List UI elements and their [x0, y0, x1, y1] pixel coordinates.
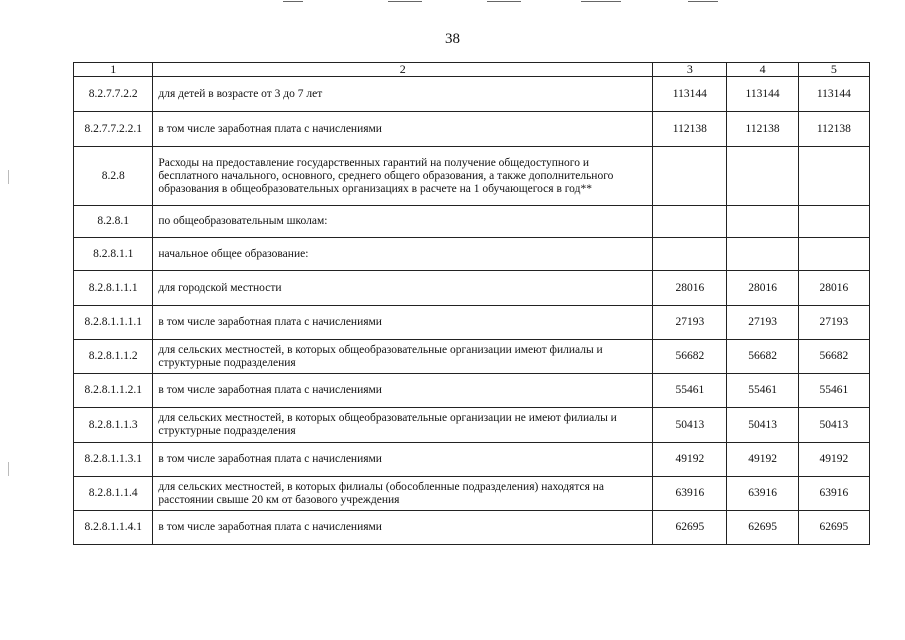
row-value-col3: 50413 [653, 408, 727, 443]
row-value-col5: 56682 [798, 340, 869, 374]
row-code: 8.2.8.1.1.4 [74, 477, 153, 511]
row-description: начальное общее образование: [153, 238, 653, 271]
row-description: в том числе заработная плата с начислениями [153, 112, 653, 147]
row-value-col4: 49192 [727, 443, 798, 477]
table-row [74, 443, 870, 477]
row-value-col3 [653, 147, 727, 206]
row-value-col4: 112138 [727, 112, 798, 147]
row-description: в том числе заработная плата с начислениями [153, 374, 653, 408]
row-description: по общеобразовательным школам: [153, 206, 653, 238]
table-row [74, 147, 870, 206]
top-edge-marks [0, 0, 905, 4]
table-row [74, 477, 870, 511]
row-value-col3: 62695 [653, 511, 727, 545]
left-margin-mark [8, 170, 9, 184]
row-value-col4 [727, 147, 798, 206]
row-value-col4 [727, 238, 798, 271]
column-header: 5 [798, 63, 869, 77]
row-value-col5: 50413 [798, 408, 869, 443]
row-value-col3: 113144 [653, 77, 727, 112]
row-code: 8.2.8.1 [74, 206, 153, 238]
page-number: 38 [445, 31, 460, 47]
row-value-col3: 56682 [653, 340, 727, 374]
row-code: 8.2.8 [74, 147, 153, 206]
row-value-col5 [798, 206, 869, 238]
row-value-col5: 49192 [798, 443, 869, 477]
column-header: 2 [153, 63, 653, 77]
row-value-col5: 113144 [798, 77, 869, 112]
row-code: 8.2.8.1.1 [74, 238, 153, 271]
row-value-col5: 28016 [798, 271, 869, 306]
table-row [74, 511, 870, 545]
row-value-col4: 50413 [727, 408, 798, 443]
row-value-col3: 27193 [653, 306, 727, 340]
row-value-col4: 63916 [727, 477, 798, 511]
row-value-col3 [653, 206, 727, 238]
row-value-col3: 55461 [653, 374, 727, 408]
column-header: 1 [74, 63, 153, 77]
row-value-col5: 63916 [798, 477, 869, 511]
row-description: для городской местности [153, 271, 653, 306]
row-code: 8.2.8.1.1.4.1 [74, 511, 153, 545]
table-row [74, 374, 870, 408]
row-value-col3 [653, 238, 727, 271]
row-description: в том числе заработная плата с начислениями [153, 443, 653, 477]
column-header: 4 [727, 63, 798, 77]
row-value-col4: 113144 [727, 77, 798, 112]
row-value-col4 [727, 206, 798, 238]
row-code: 8.2.8.1.1.3 [74, 408, 153, 443]
table-header-row [74, 63, 870, 77]
row-value-col3: 49192 [653, 443, 727, 477]
table-row [74, 271, 870, 306]
row-code: 8.2.7.7.2.2 [74, 77, 153, 112]
row-description: для сельских местностей, в которых филиалы (обособленные подразделения) находятся на расстоянии свыше 20 км от базового учреждения [153, 477, 653, 511]
table-row [74, 408, 870, 443]
row-value-col4: 55461 [727, 374, 798, 408]
row-code: 8.2.8.1.1.2 [74, 340, 153, 374]
budget-table [73, 62, 870, 545]
row-value-col4: 27193 [727, 306, 798, 340]
row-description: в том числе заработная плата с начислениями [153, 306, 653, 340]
row-value-col5: 62695 [798, 511, 869, 545]
column-header: 3 [653, 63, 727, 77]
row-value-col3: 63916 [653, 477, 727, 511]
table-row [74, 306, 870, 340]
row-value-col4: 28016 [727, 271, 798, 306]
row-code: 8.2.8.1.1.2.1 [74, 374, 153, 408]
row-code: 8.2.7.7.2.2.1 [74, 112, 153, 147]
table-row [74, 340, 870, 374]
row-value-col3: 28016 [653, 271, 727, 306]
row-description: для сельских местностей, в которых общеобразовательные организации имеют филиалы и структурные подразделения [153, 340, 653, 374]
table-row [74, 238, 870, 271]
row-value-col5 [798, 147, 869, 206]
row-code: 8.2.8.1.1.1 [74, 271, 153, 306]
row-value-col5: 55461 [798, 374, 869, 408]
row-value-col5: 112138 [798, 112, 869, 147]
table-row [74, 77, 870, 112]
table-row [74, 112, 870, 147]
row-description: Расходы на предоставление государственных гарантий на получение общедоступного и бесплатного начального, основного, среднего общего образования, а также дополнительного образования в общеобразовательных организациях в расчете на 1 обучающегося в год** [153, 147, 653, 206]
row-value-col5 [798, 238, 869, 271]
row-value-col3: 112138 [653, 112, 727, 147]
row-description: в том числе заработная плата с начислениями [153, 511, 653, 545]
left-margin-mark [8, 462, 9, 476]
row-value-col5: 27193 [798, 306, 869, 340]
row-code: 8.2.8.1.1.1.1 [74, 306, 153, 340]
table-row [74, 206, 870, 238]
row-value-col4: 56682 [727, 340, 798, 374]
row-description: для детей в возрасте от 3 до 7 лет [153, 77, 653, 112]
row-code: 8.2.8.1.1.3.1 [74, 443, 153, 477]
row-value-col4: 62695 [727, 511, 798, 545]
row-description: для сельских местностей, в которых общеобразовательные организации не имеют филиалы и структурные подразделения [153, 408, 653, 443]
